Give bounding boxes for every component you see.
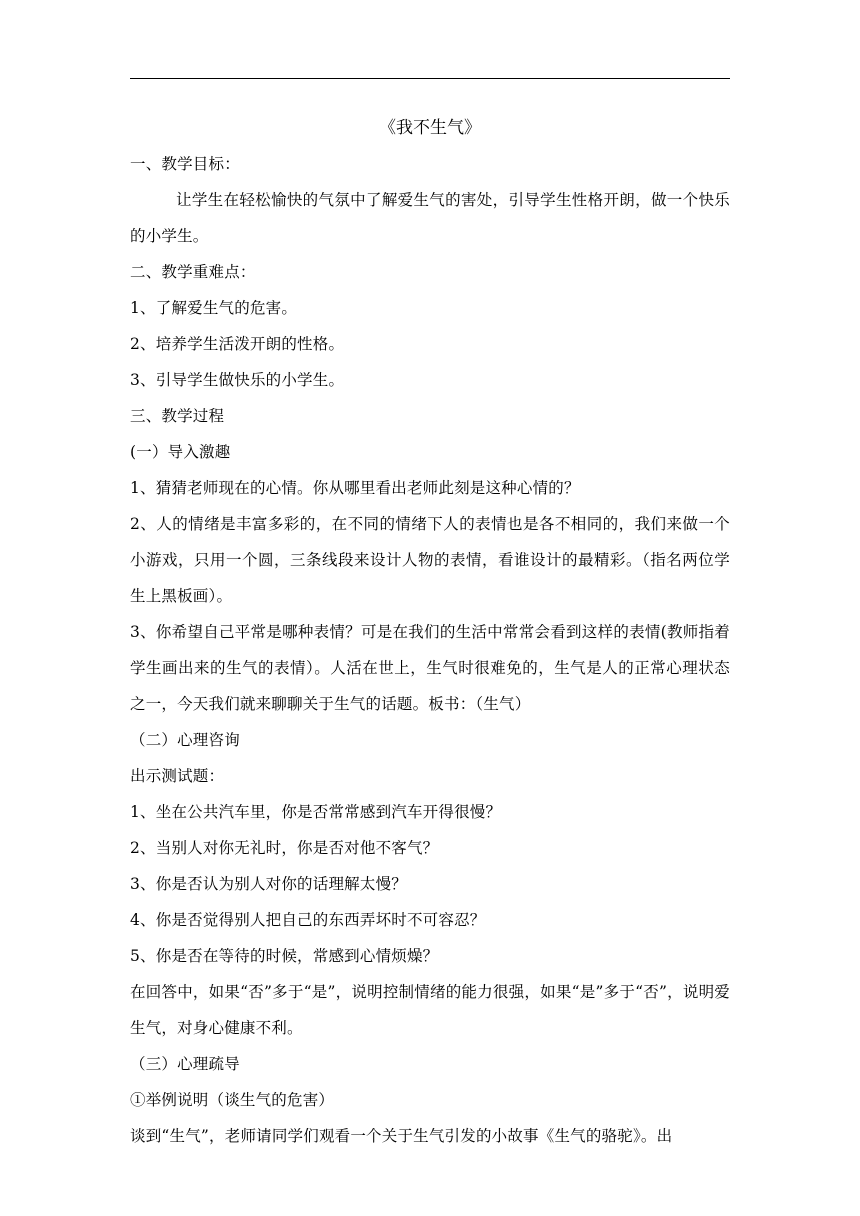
quiz-item: 3、你是否认为别人对你的话理解太慢？	[130, 875, 407, 893]
quiz-item: 4、你是否觉得别人把自己的东西弄坏时不可容忍？	[130, 911, 486, 929]
section-heading: （三）心理疏导	[130, 1055, 240, 1073]
goal-paragraph: 让学生在轻松愉快的气氛中了解爱生气的害处，引导学生性格开朗，做一个快乐的小学生。	[130, 191, 730, 245]
step-paragraph: 2、人的情绪是丰富多彩的，在不同的情绪下人的表情也是各不相同的，我们来做一个小游戏，只用一个圆，三条线段来设计人物的表情，看谁设计的最精彩。（指名两位学生上黑板画）。	[130, 515, 730, 605]
quiz-intro: 出示测试题：	[130, 767, 225, 785]
process-heading: 三、教学过程	[130, 407, 225, 425]
section-heading: (一）导入激趣	[130, 443, 231, 461]
step-paragraph: 3、你希望自己平常是哪种表情？可是在我们的生活中常常会看到这样的表情(教师指着学生画出来的生气的表情）。人活在世上，生气时很难免的，生气是人的正常心理状态之一，今天我们就来聊聊关于生气的话题。板书：（生气）	[130, 623, 730, 713]
document-title: 《我不生气》	[379, 118, 481, 138]
goal-heading: 一、教学目标：	[130, 155, 240, 173]
quiz-item: 2、当别人对你无礼时，你是否对他不客气？	[130, 839, 439, 857]
quiz-item: 5、你是否在等待的时候，常感到心情烦燥？	[130, 947, 439, 965]
step-item: 1、猜猜老师现在的心情。你从哪里看出老师此刻是这种心情的？	[130, 479, 580, 497]
key-point-item: 3、引导学生做快乐的小学生。	[130, 371, 345, 389]
example-heading: ①举例说明（谈生气的危害）	[130, 1091, 335, 1109]
key-points-heading: 二、教学重难点：	[130, 263, 256, 281]
key-point-item: 1、了解爱生气的危害。	[130, 299, 298, 317]
quiz-item: 1、坐在公共汽车里，你是否常常感到汽车开得很慢？	[130, 803, 502, 821]
header-rule	[130, 78, 730, 79]
section-heading: （二）心理咨询	[130, 731, 240, 749]
key-point-item: 2、培养学生活泼开朗的性格。	[130, 335, 345, 353]
document-body	[130, 110, 730, 1154]
quiz-result-paragraph: 在回答中，如果“否”多于“是”，说明控制情绪的能力很强，如果“是”多于“否”，说明爱生气，对身心健康不利。	[130, 983, 730, 1037]
example-paragraph: 谈到“生气”，老师请同学们观看一个关于生气引发的小故事《生气的骆驼》。出	[130, 1127, 673, 1145]
